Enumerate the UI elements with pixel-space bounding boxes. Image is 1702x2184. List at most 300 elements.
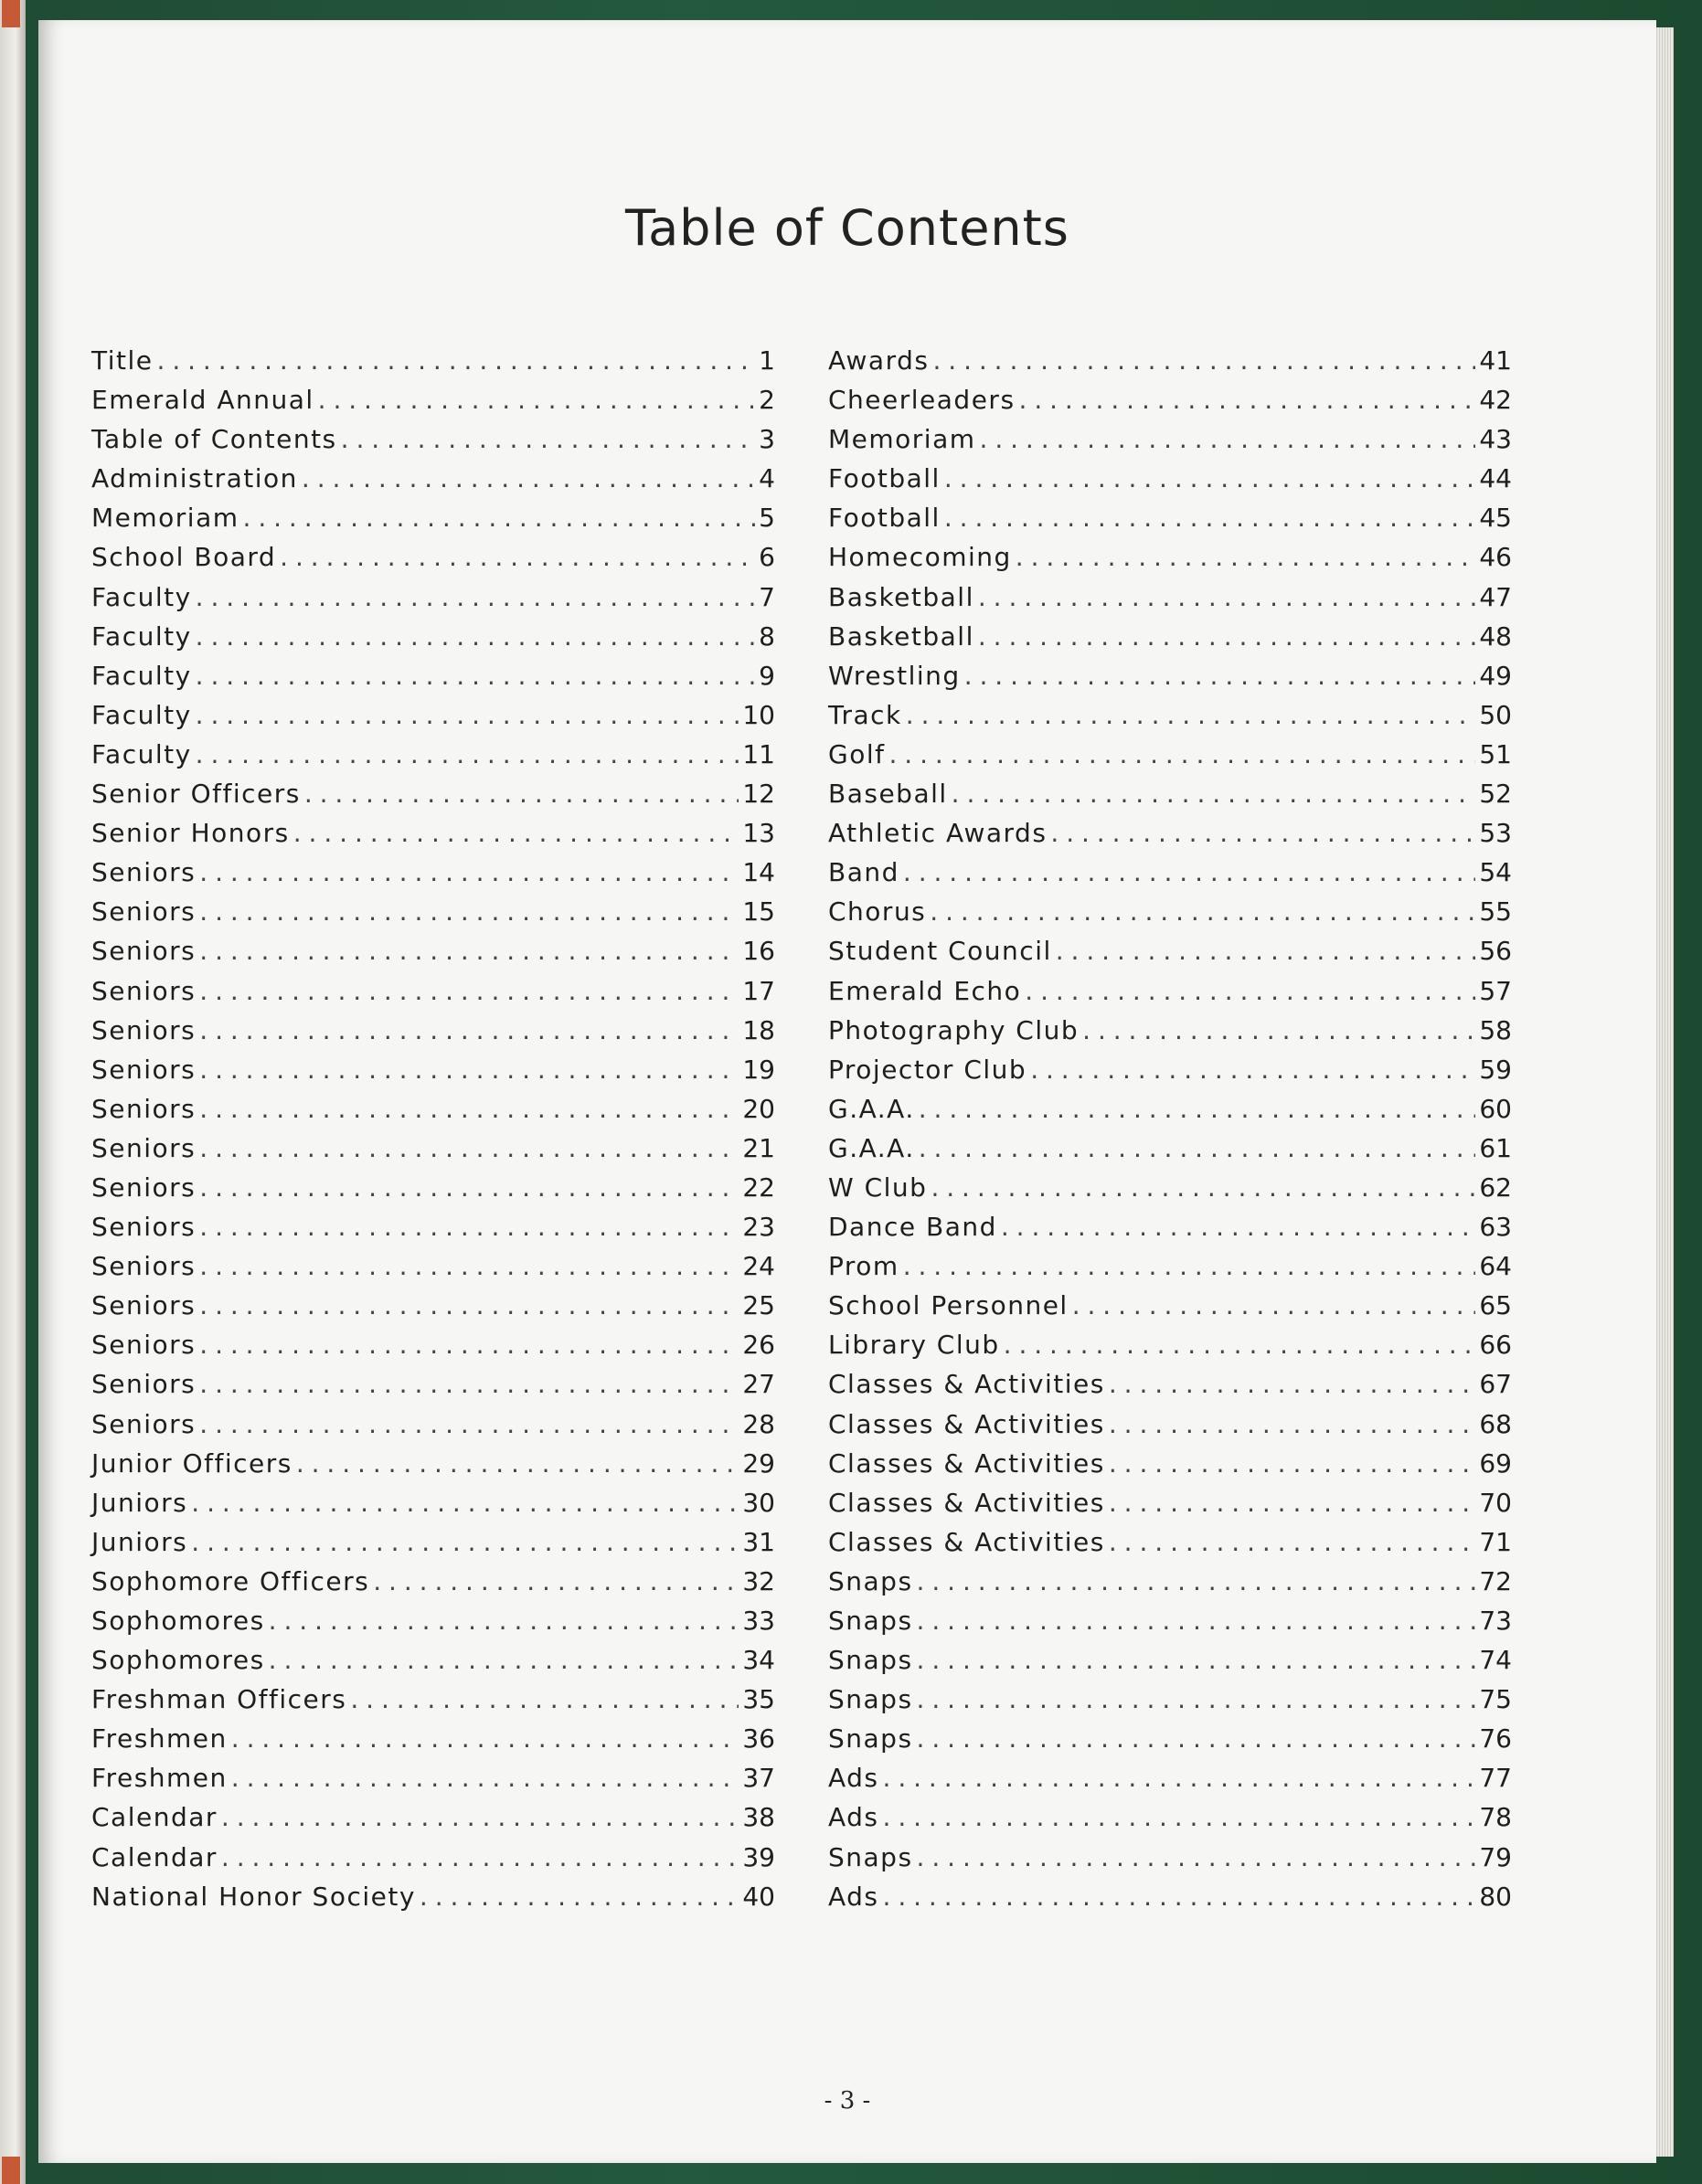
toc-entry [91, 621, 775, 661]
toc-leader-dots [196, 739, 739, 769]
toc-entry-page: 8 [759, 620, 775, 652]
toc-entry [828, 700, 1512, 739]
toc-entry [91, 818, 775, 857]
toc-entry-page: 5 [759, 503, 775, 534]
toc-entry [91, 1488, 775, 1527]
toc-leader-dots [944, 463, 1476, 493]
toc-entry-label: Ads [828, 1881, 879, 1912]
toc-entry [91, 1763, 775, 1802]
toc-leader-dots [350, 1684, 739, 1714]
toc-entry-label: Seniors [91, 1369, 197, 1400]
toc-entry-page: 78 [1479, 1802, 1512, 1833]
toc-leader-dots [221, 1842, 739, 1872]
toc-leader-dots [931, 1172, 1475, 1203]
toc-entry [828, 1055, 1512, 1094]
toc-entry [91, 1645, 775, 1684]
toc-leader-dots [269, 1645, 739, 1675]
toc-leader-dots [199, 1251, 739, 1281]
toc-entry-label: Classes & Activities [828, 1447, 1105, 1479]
toc-leader-dots [199, 1369, 739, 1399]
toc-entry [91, 1723, 775, 1763]
toc-entry [828, 424, 1512, 463]
toc-entry-page: 65 [1479, 1290, 1512, 1321]
toc-entry-page: 14 [742, 857, 775, 888]
toc-entry-label: Freshman Officers [91, 1684, 347, 1715]
toc-entry-page: 55 [1479, 896, 1512, 928]
toc-entry-page: 38 [742, 1802, 775, 1833]
toc-leader-dots [1109, 1488, 1476, 1518]
toc-entry-page: 54 [1479, 857, 1512, 888]
toc-right-column [828, 345, 1512, 1921]
toc-entry-label: Track [828, 699, 902, 730]
toc-entry [828, 1369, 1512, 1408]
toc-entry-label: Classes & Activities [828, 1526, 1105, 1557]
toc-entry [91, 1290, 775, 1330]
toc-entry-label: Projector Club [828, 1054, 1027, 1085]
toc-entry [828, 1684, 1512, 1723]
toc-entry-label: Snaps [828, 1565, 913, 1596]
toc-leader-dots [1072, 1290, 1476, 1320]
toc-entry-page: 69 [1479, 1447, 1512, 1479]
toc-entry [828, 345, 1512, 385]
toc-entry [828, 1133, 1512, 1172]
toc-leader-dots [318, 385, 756, 415]
toc-entry-page: 42 [1479, 385, 1512, 416]
toc-entry-page: 68 [1479, 1408, 1512, 1439]
toc-entry-label: Seniors [91, 936, 197, 967]
toc-leader-dots [199, 1094, 739, 1124]
toc-entry-label: Seniors [91, 896, 197, 928]
toc-entry-page: 47 [1479, 581, 1512, 612]
toc-leader-dots [883, 1802, 1476, 1832]
toc-entry-label: School Board [91, 542, 277, 573]
toc-entry-label: Seniors [91, 1330, 197, 1361]
toc-entry-label: G.A.A. [828, 1093, 915, 1124]
toc-entry [828, 1802, 1512, 1841]
toc-entry [828, 1488, 1512, 1527]
toc-entry [828, 818, 1512, 857]
toc-entry [91, 1409, 775, 1448]
toc-entry [91, 1448, 775, 1488]
toc-entry [828, 1763, 1512, 1802]
toc-entry-label: Photography Club [828, 1014, 1080, 1045]
toc-entry-label: Seniors [91, 1251, 197, 1282]
toc-entry [828, 542, 1512, 581]
toc-entry-page: 76 [1479, 1723, 1512, 1755]
toc-leader-dots [196, 700, 739, 730]
toc-entry [91, 779, 775, 818]
toc-entry [828, 661, 1512, 700]
toc-entry [828, 1212, 1512, 1251]
toc-entry [828, 1015, 1512, 1055]
toc-entry-page: 80 [1479, 1881, 1512, 1912]
toc-entry-label: Football [828, 503, 941, 534]
toc-entry [828, 896, 1512, 936]
toc-entry [91, 976, 775, 1015]
toc-entry-page: 70 [1479, 1487, 1512, 1518]
toc-entry-label: Sophomores [91, 1645, 265, 1676]
toc-entry [91, 1527, 775, 1566]
toc-entry-label: W Club [828, 1172, 928, 1203]
toc-entry-label: Seniors [91, 1212, 197, 1243]
toc-entry-label: Seniors [91, 1132, 197, 1163]
toc-entry-page: 4 [759, 463, 775, 494]
toc-leader-dots [1082, 1015, 1475, 1045]
toc-entry-page: 21 [742, 1132, 775, 1163]
toc-entry [91, 1684, 775, 1723]
toc-entry-page: 22 [742, 1172, 775, 1203]
toc-entry-page: 39 [742, 1841, 775, 1872]
toc-entry-page: 26 [742, 1330, 775, 1361]
toc-leader-dots [964, 661, 1476, 691]
toc-entry-label: Dance Band [828, 1212, 997, 1243]
toc-leader-dots [302, 463, 755, 493]
toc-leader-dots [199, 1172, 739, 1203]
toc-entry-page: 48 [1479, 620, 1512, 652]
binding-tab-bottom [2, 2157, 20, 2184]
toc-entry-page: 74 [1479, 1645, 1512, 1676]
toc-leader-dots [903, 857, 1475, 887]
toc-entry [91, 1055, 775, 1094]
toc-entry-page: 53 [1479, 818, 1512, 849]
toc-entry-page: 58 [1479, 1014, 1512, 1045]
toc-entry-label: Student Council [828, 936, 1052, 967]
toc-entry [91, 385, 775, 424]
toc-entry-page: 61 [1479, 1132, 1512, 1163]
toc-leader-dots [978, 582, 1475, 612]
toc-entry [828, 936, 1512, 975]
toc-entry-label: Cheerleaders [828, 385, 1016, 416]
toc-entry-page: 3 [759, 424, 775, 455]
toc-entry-label: Calendar [91, 1841, 218, 1872]
toc-leader-dots [293, 818, 739, 848]
toc-entry-page: 67 [1479, 1369, 1512, 1400]
toc-entry-page: 73 [1479, 1606, 1512, 1636]
toc-entry-page: 37 [742, 1763, 775, 1794]
toc-leader-dots [280, 542, 755, 572]
toc-entry [828, 463, 1512, 503]
toc-entry-label: Sophomores [91, 1606, 265, 1636]
toc-entry [828, 1723, 1512, 1763]
toc-entry [828, 582, 1512, 621]
toc-entry-label: Snaps [828, 1841, 913, 1872]
toc-entry [91, 1133, 775, 1172]
toc-leader-dots [196, 661, 756, 691]
toc-entry-page: 45 [1479, 503, 1512, 534]
toc-leader-dots [157, 345, 756, 376]
toc-leader-dots [373, 1566, 739, 1596]
toc-leader-dots [903, 1251, 1476, 1281]
toc-entry-label: G.A.A. [828, 1132, 915, 1163]
toc-entry-label: Awards [828, 345, 930, 376]
toc-entry-label: Library Club [828, 1330, 1000, 1361]
toc-leader-dots [420, 1882, 739, 1912]
toc-entry-label: Faculty [91, 581, 192, 612]
toc-entry-label: School Personnel [828, 1290, 1069, 1321]
toc-entry-page: 75 [1479, 1684, 1512, 1715]
toc-entry [828, 1290, 1512, 1330]
page-number: - 3 - [824, 2087, 871, 2115]
page [38, 20, 1656, 2163]
toc-entry-label: Snaps [828, 1684, 913, 1715]
toc-entry-page: 10 [742, 699, 775, 730]
toc-entry-page: 24 [742, 1251, 775, 1282]
toc-entry-label: Seniors [91, 975, 197, 1006]
toc-entry-page: 32 [742, 1565, 775, 1596]
toc-leader-dots [930, 896, 1475, 927]
toc-entry [828, 385, 1512, 424]
page-title: Table of Contents [625, 199, 1069, 257]
toc-entry-label: Classes & Activities [828, 1408, 1105, 1439]
toc-entry-label: Senior Officers [91, 779, 301, 810]
toc-entry-label: Memoriam [91, 503, 239, 534]
toc-entry-page: 63 [1479, 1212, 1512, 1243]
toc-leader-dots [199, 936, 739, 966]
toc-entry-label: Basketball [828, 620, 974, 652]
toc-entry [91, 1094, 775, 1133]
toc-leader-dots [341, 424, 756, 454]
toc-leader-dots [1016, 542, 1476, 572]
toc-entry-label: Seniors [91, 1054, 197, 1085]
toc-entry-label: Seniors [91, 1290, 197, 1321]
toc-entry-page: 41 [1479, 345, 1512, 376]
toc-left-column [91, 345, 775, 1921]
toc-leader-dots [199, 896, 739, 927]
toc-leader-dots [269, 1606, 739, 1636]
toc-entry-label: Title [91, 345, 154, 376]
toc-entry-label: Faculty [91, 620, 192, 652]
toc-entry-label: Basketball [828, 581, 974, 612]
toc-leader-dots [917, 1606, 1476, 1636]
toc-entry-page: 29 [742, 1447, 775, 1479]
toc-entry-label: Faculty [91, 660, 192, 691]
toc-entry-label: Seniors [91, 1408, 197, 1439]
toc-entry-page: 19 [742, 1054, 775, 1085]
toc-entry-label: Freshmen [91, 1723, 228, 1755]
toc-leader-dots [917, 1723, 1476, 1754]
toc-entry-page: 77 [1479, 1763, 1512, 1794]
toc-entry [828, 1448, 1512, 1488]
toc-entry-page: 12 [742, 779, 775, 810]
toc-entry-label: Baseball [828, 779, 948, 810]
toc-leader-dots [1056, 936, 1476, 966]
toc-entry [91, 503, 775, 542]
toc-entry [828, 1409, 1512, 1448]
toc-leader-dots [1109, 1369, 1476, 1399]
toc-entry-page: 34 [742, 1645, 775, 1676]
toc-entry-page: 7 [759, 581, 775, 612]
toc-entry-label: Wrestling [828, 660, 961, 691]
toc-leader-dots [1004, 1330, 1476, 1360]
toc-entry [91, 1015, 775, 1055]
toc-leader-dots [906, 700, 1476, 730]
toc-leader-dots [1030, 1055, 1475, 1085]
toc-entry-page: 30 [742, 1487, 775, 1518]
toc-entry-page: 17 [742, 975, 775, 1006]
toc-entry-page: 16 [742, 936, 775, 967]
toc-entry-label: Prom [828, 1251, 899, 1282]
toc-leader-dots [1050, 818, 1475, 848]
toc-entry-page: 33 [742, 1606, 775, 1636]
toc-entry [828, 739, 1512, 779]
toc-leader-dots [932, 345, 1475, 376]
toc-leader-dots [231, 1763, 739, 1793]
toc-entry-label: Table of Contents [91, 424, 337, 455]
toc-entry [828, 1645, 1512, 1684]
toc-entry-label: Snaps [828, 1606, 913, 1636]
toc-leader-dots [980, 424, 1476, 454]
toc-entry-page: 2 [759, 385, 775, 416]
toc-entry [828, 1882, 1512, 1921]
toc-entry-label: Seniors [91, 1172, 197, 1203]
toc-leader-dots [919, 1133, 1476, 1163]
toc-entry-label: Snaps [828, 1645, 913, 1676]
toc-leader-dots [917, 1842, 1476, 1872]
toc-entry-page: 46 [1479, 542, 1512, 573]
toc-entry-page: 18 [742, 1014, 775, 1045]
toc-leader-dots [196, 582, 756, 612]
toc-entry [828, 503, 1512, 542]
toc-entry-label: Band [828, 857, 899, 888]
toc-entry-page: 60 [1479, 1093, 1512, 1124]
toc-entry-label: National Honor Society [91, 1881, 416, 1912]
toc-leader-dots [919, 1094, 1476, 1124]
toc-entry-label: Classes & Activities [828, 1369, 1105, 1400]
toc-entry-page: 57 [1479, 975, 1512, 1006]
toc-leader-dots [199, 1015, 739, 1045]
toc-entry-label: Ads [828, 1802, 879, 1833]
toc-entry-page: 79 [1479, 1841, 1512, 1872]
toc-entry-page: 50 [1479, 699, 1512, 730]
toc-entry-label: Memoriam [828, 424, 976, 455]
toc-entry-label: Sophomore Officers [91, 1565, 370, 1596]
toc-entry [828, 1566, 1512, 1606]
toc-leader-dots [917, 1566, 1476, 1596]
toc-leader-dots [199, 976, 739, 1006]
toc-entry-page: 64 [1479, 1251, 1512, 1282]
toc-entry-label: Emerald Annual [91, 385, 314, 416]
toc-entry-page: 72 [1479, 1565, 1512, 1596]
toc-leader-dots [304, 779, 739, 809]
toc-leader-dots [944, 503, 1476, 533]
toc-leader-dots [1025, 976, 1475, 1006]
toc-entry-page: 49 [1479, 660, 1512, 691]
toc-entry [91, 1606, 775, 1645]
toc-leader-dots [883, 1763, 1476, 1793]
toc-leader-dots [952, 779, 1476, 809]
toc-entry-label: Senior Honors [91, 818, 290, 849]
toc-entry-label: Junior Officers [91, 1447, 293, 1479]
toc-entry [91, 1882, 775, 1921]
toc-entry-label: Classes & Activities [828, 1487, 1105, 1518]
toc-entry [828, 1606, 1512, 1645]
toc-entry [91, 424, 775, 463]
toc-entry-label: Snaps [828, 1723, 913, 1755]
toc-entry-page: 9 [759, 660, 775, 691]
toc-entry-page: 15 [742, 896, 775, 928]
toc-entry [91, 857, 775, 896]
toc-entry [91, 739, 775, 779]
toc-entry [828, 621, 1512, 661]
toc-entry [91, 1842, 775, 1882]
toc-entry-label: Chorus [828, 896, 927, 928]
toc-entry [91, 1251, 775, 1290]
toc-leader-dots [296, 1448, 739, 1479]
toc-entry-page: 71 [1479, 1526, 1512, 1557]
book-spine-edge [0, 0, 26, 2184]
toc-entry [91, 582, 775, 621]
toc-entry-label: Homecoming [828, 542, 1012, 573]
toc-entry-page: 43 [1479, 424, 1512, 455]
toc-leader-dots [1001, 1212, 1475, 1242]
toc-leader-dots [243, 503, 756, 533]
toc-entry-page: 20 [742, 1093, 775, 1124]
toc-entry [828, 1172, 1512, 1212]
toc-entry-page: 13 [742, 818, 775, 849]
toc-entry [828, 1251, 1512, 1290]
toc-leader-dots [191, 1488, 739, 1518]
toc-entry [91, 1802, 775, 1841]
toc-entry-page: 27 [742, 1369, 775, 1400]
toc-entry-page: 40 [742, 1881, 775, 1912]
toc-entry-page: 56 [1479, 936, 1512, 967]
toc-entry [91, 1330, 775, 1369]
toc-entry [91, 345, 775, 385]
toc-entry [91, 936, 775, 975]
toc-entry-label: Seniors [91, 1014, 197, 1045]
toc-leader-dots [1019, 385, 1476, 415]
toc-leader-dots [199, 1409, 739, 1439]
toc-entry-page: 62 [1479, 1172, 1512, 1203]
toc-entry [828, 779, 1512, 818]
toc-entry [91, 1212, 775, 1251]
toc-entry-label: Football [828, 463, 941, 494]
toc-leader-dots [199, 857, 739, 887]
toc-entry-label: Emerald Echo [828, 975, 1022, 1006]
toc-leader-dots [1109, 1527, 1476, 1557]
toc-leader-dots [221, 1802, 739, 1832]
toc-entry-page: 6 [759, 542, 775, 573]
toc-leader-dots [917, 1645, 1476, 1675]
toc-entry [828, 1330, 1512, 1369]
toc-entry-page: 59 [1479, 1054, 1512, 1085]
toc-entry-label: Freshmen [91, 1763, 228, 1794]
toc-leader-dots [199, 1133, 739, 1163]
toc-entry-label: Juniors [91, 1526, 188, 1557]
toc-entry-page: 23 [742, 1212, 775, 1243]
toc-leader-dots [231, 1723, 739, 1754]
toc-entry-page: 36 [742, 1723, 775, 1755]
binding-tab-top [2, 0, 20, 27]
toc-entry-page: 1 [759, 345, 775, 376]
toc-entry-label: Seniors [91, 857, 197, 888]
toc-leader-dots [888, 739, 1475, 769]
toc-entry [828, 1527, 1512, 1566]
toc-entry-label: Athletic Awards [828, 818, 1048, 849]
toc-entry [91, 463, 775, 503]
toc-entry [828, 976, 1512, 1015]
toc-entry-page: 51 [1479, 738, 1512, 769]
toc-entry-page: 35 [742, 1684, 775, 1715]
toc-entry [91, 661, 775, 700]
toc-entry-label: Juniors [91, 1487, 188, 1518]
toc-leader-dots [883, 1882, 1476, 1912]
toc-entry-label: Golf [828, 738, 886, 769]
toc-leader-dots [1109, 1409, 1476, 1439]
toc-entry-page: 11 [742, 738, 775, 769]
toc-leader-dots [1109, 1448, 1476, 1479]
toc-entry [91, 1172, 775, 1212]
